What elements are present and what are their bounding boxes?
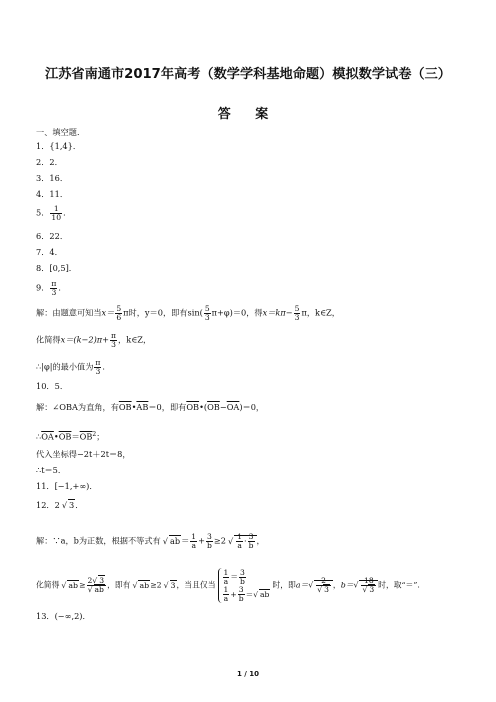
radicand: 3 [170, 580, 176, 590]
text: ， [332, 580, 341, 590]
fraction [190, 533, 197, 550]
math: •( [199, 402, 208, 412]
solution-10-line-4: ∴t＝5． [36, 465, 67, 475]
text: ∠OBA为直角，有 [52, 402, 119, 412]
vector: $\overline{OB}$ [79, 431, 93, 442]
fraction-denominator: 6 [116, 313, 122, 322]
fraction [115, 305, 122, 322]
radicand: ab [260, 589, 270, 599]
equation-system [218, 568, 271, 603]
answer-6: 6．22． [36, 231, 69, 241]
text: ， [256, 535, 265, 546]
answer-4: 4．11． [36, 189, 69, 199]
fraction [316, 577, 331, 594]
text: 时，即 [272, 580, 296, 590]
fraction-denominator: √ 3 [317, 585, 329, 594]
fraction-numerator: 2 [316, 577, 331, 586]
fraction-numerator: 1 [50, 205, 62, 214]
fraction-numerator: 3 [239, 567, 245, 577]
text: ∴|φ|的最小值为 [36, 361, 94, 372]
fraction-denominator: a [223, 576, 229, 586]
fraction-numerator: π [51, 279, 57, 288]
radicand [314, 576, 333, 594]
fraction-denominator: b [248, 541, 254, 550]
math: · [244, 535, 247, 546]
fraction-denominator: √ 3 [362, 585, 375, 594]
fraction [239, 569, 246, 586]
fraction-numerator: 3 [248, 532, 254, 541]
system-row-2: $\frac{1}{a}$ + $\frac{3}{b}$ ＝√ ab [223, 585, 270, 603]
vector: $\overline{AB}$ [136, 402, 149, 412]
fraction-denominator: 3 [204, 313, 210, 322]
math: x＝(k−2)π+ [60, 334, 110, 345]
fraction [223, 569, 230, 586]
fraction-numerator: 1 [223, 567, 229, 577]
fraction-denominator: b [239, 576, 245, 586]
math: ＝ [181, 535, 190, 546]
vector: $\overline{OB}$ [58, 431, 72, 442]
math: + [230, 589, 237, 599]
solution-10-line-1 [36, 402, 264, 413]
radicand: ab [169, 535, 181, 546]
fraction-numerator: 18 [361, 577, 376, 586]
section-heading: 一、填空题． [36, 127, 86, 137]
radicand: 3 [99, 576, 105, 585]
sqrt-sign: √ [227, 535, 234, 546]
solution-12-line-2: 化简得 √ ab≥ $\frac{2√ 3}{√ ab}$ ，即有 √ ab≥2 √ 3，当且仅当 $\frac{1}{a}$ ＝ $\frac{3}{b}$ $\frac{1}{a}$ + $\frac{3}{b}$ ＝√ ab 时，即a＝√ $\frac{2}{√ 3}$ ，b＝√ $\frac{18}{√ 3}$ 时，取“＝”． [36, 567, 426, 603]
answer-11: 11．[−1,+∞)． [36, 481, 98, 491]
fraction-denominator: a [191, 541, 196, 550]
fraction-denominator: b [238, 594, 244, 603]
system-row-1 [222, 568, 271, 586]
fraction-numerator: 1 [237, 532, 243, 541]
solution-9-line-1 [36, 305, 340, 322]
document-title: 江苏省南通市2017年高考（数学学科基地命题）模拟数学试卷（三） [45, 67, 451, 82]
solution-10-line-3: 代入坐标得−2t＋2t＝8， [36, 449, 131, 459]
text: 化简得 [36, 580, 60, 590]
answer-5-prefix: 5． [36, 207, 50, 218]
answer-9-prefix: 9． [36, 282, 50, 293]
solution-10-line-2 [36, 429, 104, 443]
fraction [238, 586, 245, 603]
sqrt-sign: √ [132, 580, 138, 590]
text: π时，y＝0，即有 [123, 307, 188, 318]
answer-1: 1．{1,4}． [36, 141, 82, 151]
radicand [234, 532, 256, 550]
fraction-numerator: 1 [191, 532, 197, 541]
fraction-numerator: π [111, 331, 117, 340]
fraction [361, 577, 376, 594]
fraction-numerator: π [95, 358, 101, 367]
math: ≥ [79, 580, 86, 590]
math: sin( [187, 307, 203, 318]
text: ； [96, 431, 105, 442]
answer-3: 3．16． [36, 173, 69, 183]
text: ，k∈Z， [118, 334, 152, 345]
fraction [206, 533, 213, 550]
answer-5-suffix: ． [63, 207, 72, 218]
answer-9 [36, 280, 67, 297]
text: 12．2 [36, 500, 60, 510]
fraction [223, 586, 230, 603]
math: ＝ [71, 431, 80, 442]
answer-13: 13．(−∞,2)． [36, 611, 91, 621]
fraction [248, 533, 255, 550]
radicand: ab [139, 580, 150, 590]
fraction-denominator: 3 [294, 313, 300, 322]
fraction-numerator: 5 [204, 304, 210, 313]
text: 解：由题意可知当 [36, 307, 102, 318]
text: 解： [36, 402, 53, 412]
math: ≥2 [150, 580, 162, 590]
fraction [87, 577, 107, 594]
sqrt-sign: √ [61, 500, 68, 510]
math: − [219, 402, 227, 412]
solution-9-line-3 [36, 359, 111, 376]
vector: $\overline{OA}$ [41, 431, 54, 442]
fraction-denominator: b [207, 541, 212, 550]
math: • [53, 431, 59, 442]
answer-2: 2．2． [36, 157, 63, 167]
answer-7: 7．4． [36, 247, 63, 257]
answer-9-fraction [50, 280, 57, 297]
math: ≥2 [213, 535, 226, 546]
vector: $\overline{OB}$ [186, 402, 200, 412]
fraction-denominator: a [223, 594, 229, 603]
text: ，即有 [107, 580, 131, 590]
text: 时，取“＝”． [378, 580, 426, 590]
text: π+φ)＝0，得 [211, 307, 263, 318]
coefficient: 2 [87, 576, 93, 585]
answer-5-fraction [50, 205, 62, 222]
fraction-numerator: 2√ 3 [87, 576, 105, 585]
math: ＝ [230, 572, 238, 581]
math: x＝kπ− [262, 307, 293, 318]
fraction-numerator: 3 [238, 585, 244, 594]
answer-5 [36, 205, 71, 222]
answer-8: 8．[0,5]． [36, 263, 77, 273]
radicand [359, 576, 378, 594]
text: 化简得 [36, 334, 61, 345]
radicand: 3 [369, 585, 375, 594]
radicand: ab [68, 580, 78, 590]
fraction-denominator: 3 [95, 367, 101, 376]
fraction-denominator: 3 [111, 340, 116, 349]
text: ． [102, 361, 111, 372]
vector: $\overline{OA}$ [226, 402, 240, 412]
text: ，当且仅当 [176, 580, 216, 590]
text: )＝0， [239, 402, 265, 412]
math: ＝ [245, 589, 254, 599]
answer-12 [36, 500, 83, 511]
vector: $\overline{OB}$ [118, 402, 132, 412]
fraction [94, 359, 101, 376]
math: b＝ [340, 580, 354, 590]
solution-12-line-1 [36, 533, 265, 550]
document-subtitle: 答 案 [217, 107, 279, 122]
sqrt-sign: √ [163, 580, 169, 590]
page-number: 1 / 10 [236, 670, 260, 678]
sqrt-sign: √ [162, 535, 168, 546]
math: • [131, 402, 137, 412]
text: ＝0，即有 [148, 402, 187, 412]
math: x＝ [101, 307, 115, 318]
math: a＝ [295, 580, 309, 590]
fraction-numerator: 1 [223, 585, 229, 594]
fraction-numerator: 5 [294, 304, 300, 313]
answer-10: 10．5． [36, 381, 69, 391]
fraction [294, 305, 301, 322]
fraction-denominator: 10 [51, 213, 62, 222]
fraction-denominator: a [237, 541, 242, 550]
fraction-denominator: 3 [51, 288, 57, 297]
radicand: ab [94, 585, 104, 594]
sqrt-sign: √ [61, 580, 67, 590]
text: π，k∈Z， [301, 307, 340, 318]
radicand: 3 [324, 585, 329, 594]
text: 解：∵a，b为正数，根据不等式有 [36, 535, 161, 546]
fraction [204, 305, 211, 322]
math: + [198, 535, 206, 546]
fraction-denominator: √ ab [87, 585, 104, 594]
fraction-numerator: 5 [116, 304, 122, 313]
fraction-numerator: 3 [207, 532, 212, 541]
fraction [236, 533, 243, 550]
fraction [110, 332, 117, 349]
solution-9-line-2 [36, 332, 151, 349]
text: ∴ [36, 431, 42, 442]
vector: $\overline{OB}$ [207, 402, 220, 412]
exponent: 2 [92, 431, 97, 438]
answer-9-suffix: ． [58, 282, 67, 293]
radicand: 3 [69, 500, 75, 510]
text: ． [75, 500, 84, 510]
